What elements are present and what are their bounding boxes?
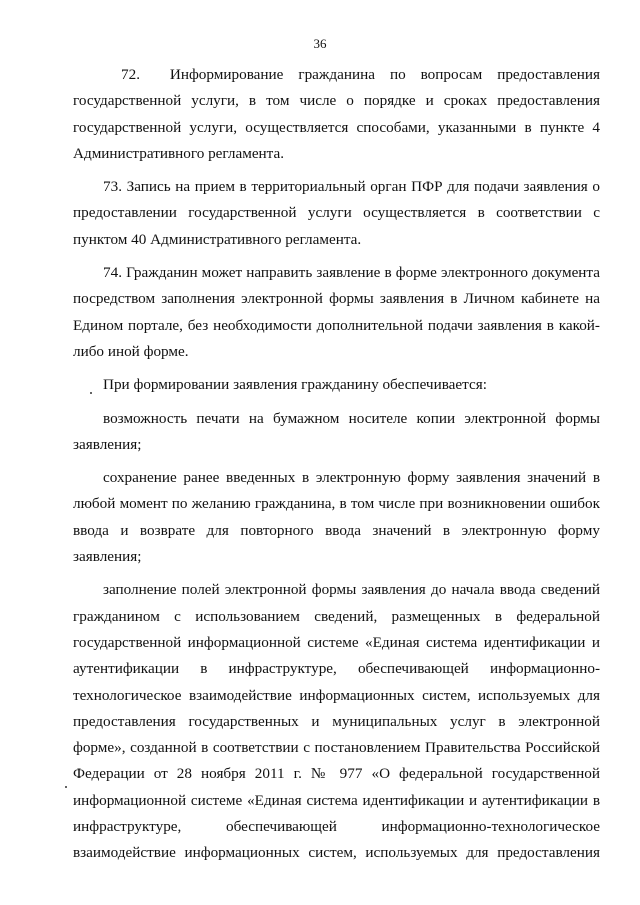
page-number: 36 <box>313 36 327 51</box>
list-item-saving: сохранение ранее введенных в электронную форму заявления значений в любой момент по желанию гражданина, в том числе при возникновении ошибок ввода и возврате для повторного ввода значений в электронную форму заявления; <box>73 469 600 566</box>
paragraph-74: 74. Гражданин может направить заявление в форме электронного документа посредством заполнения электронной формы заявления в Личном кабинете на Едином портале, без необходимости дополнительной подачи заявления в какой-либо иной форме. <box>73 264 600 360</box>
paragraph-72: 72. Информирование гражданина по вопросам предоставления государственной услуги, в том числе о порядке и сроках предоставления государственной услуги, осуществляется способами, указанными в пункте 4 Административного регламента. <box>73 66 600 162</box>
list-item-printing: возможность печати на бумажном носителе копии электронной формы заявления; <box>73 409 600 453</box>
scan-speck <box>90 392 92 394</box>
paragraph-application-intro: При формировании заявления гражданину обеспечивается: <box>103 376 487 394</box>
scan-speck <box>65 786 67 788</box>
paragraph-73: 73. Запись на прием в территориальный орган ПФР для подачи заявления о предоставлении государственной услуги осуществляется в соответствии с пунктом 40 Административного регламента. <box>73 178 600 248</box>
list-item-autofill: заполнение полей электронной формы заявления до начала ввода сведений гражданином с использованием сведений, размещенных в федеральной государственной информационной системе «Единая система идентификации и аутентификации в инфраструктуре, обеспечивающей информационно-технологическое взаимодействие информационных систем, используемых для предоставления государственных и муниципальных услуг в электронной форме», созданной в соответствии с постановлением Правительства Российской Федерации от 28 ноября 2011 г. № 977 «О федеральной государственной информационной системе «Единая система идентификации и аутентификации в инфраструктуре, обеспечивающей информационно-технологическое взаимодействие информационных систем, используемых для предоставления <box>73 581 600 862</box>
document-body <box>73 62 600 874</box>
